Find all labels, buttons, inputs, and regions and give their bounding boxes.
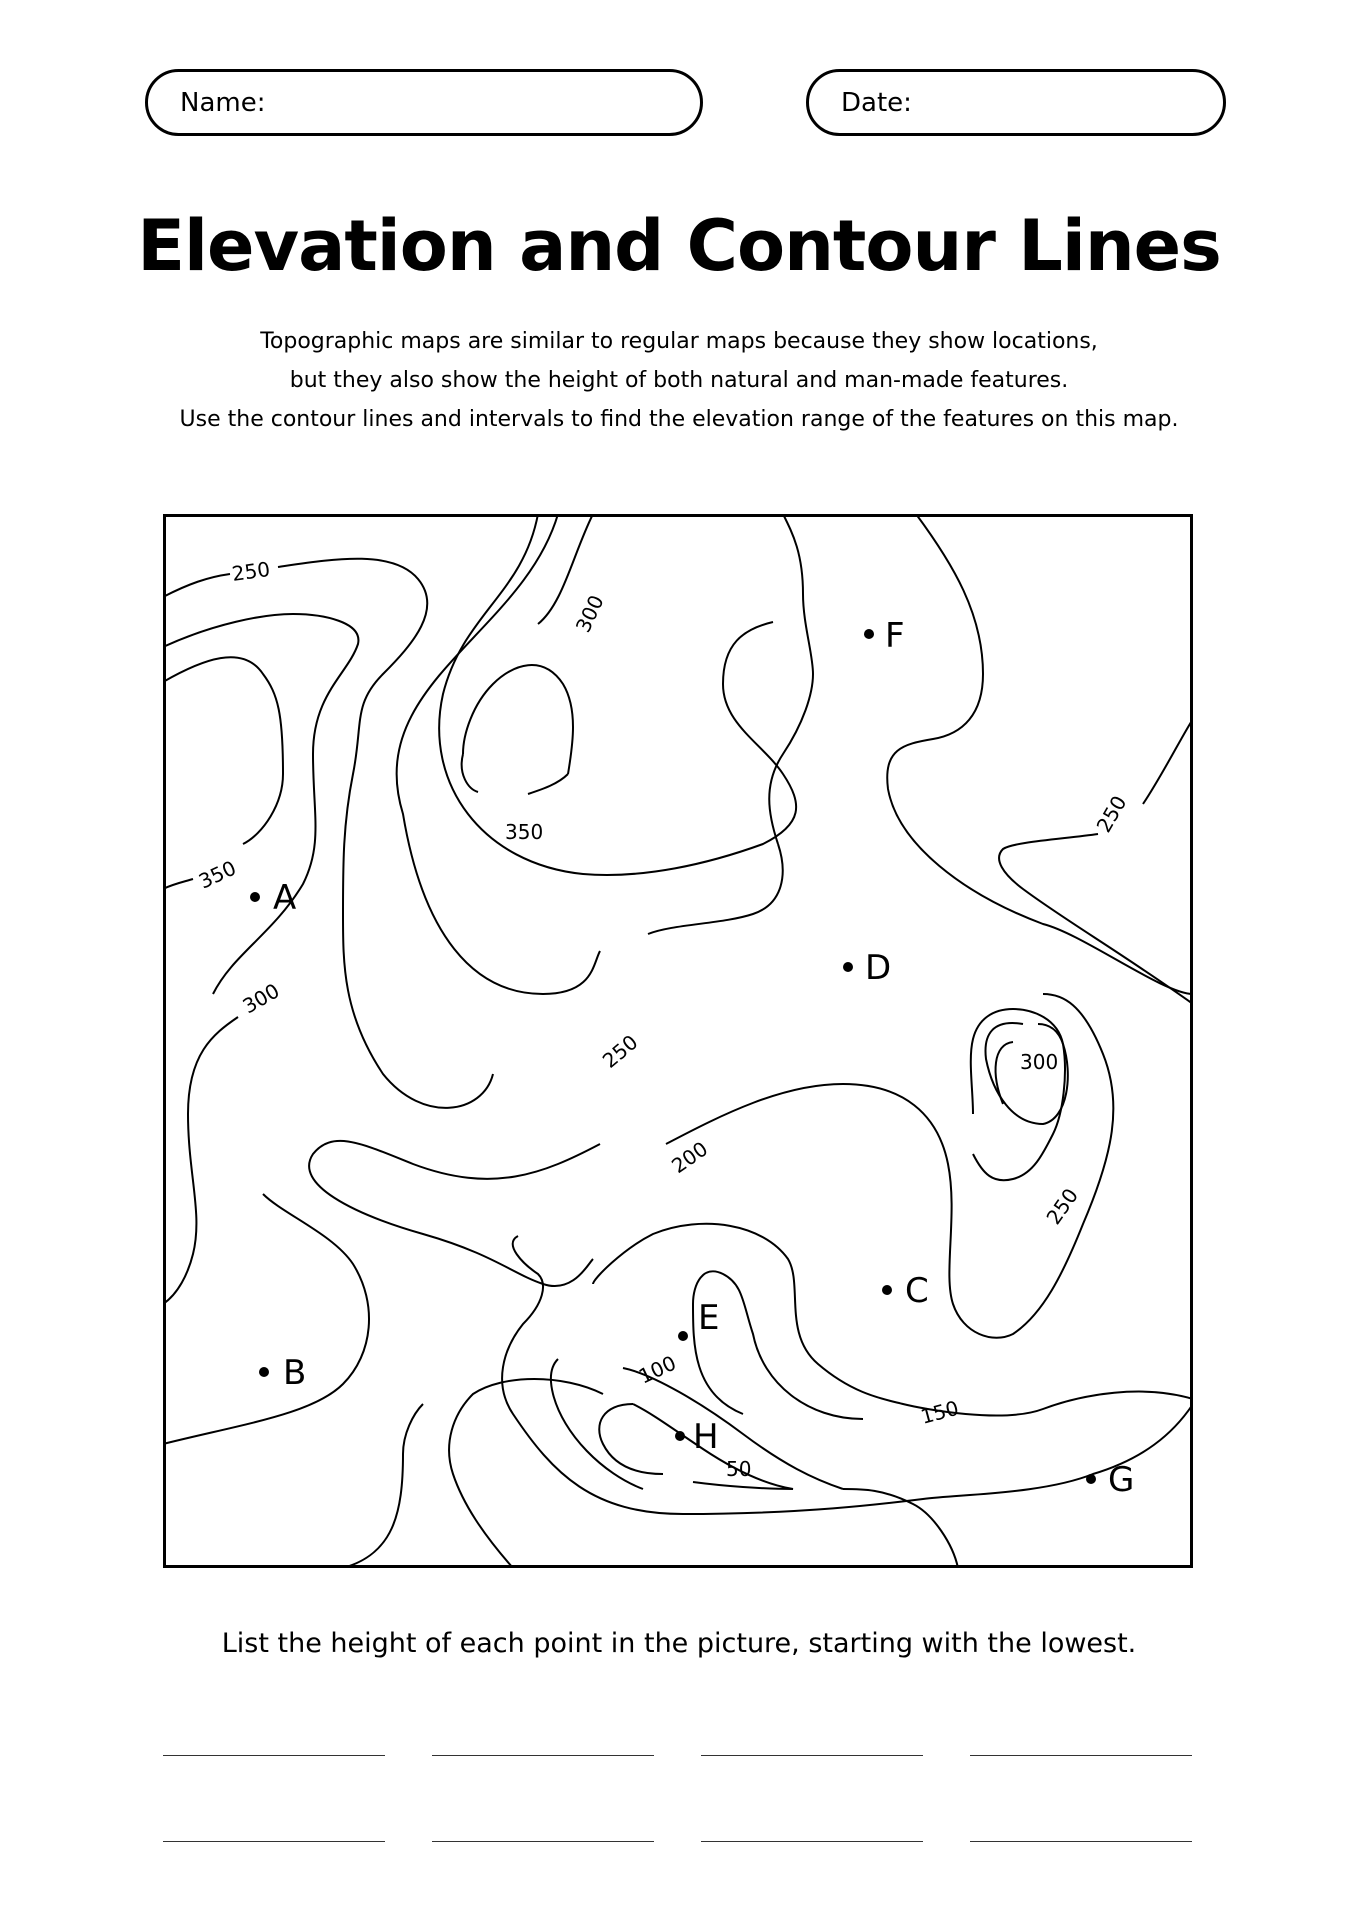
intro-line-1: Topographic maps are similar to regular maps because they show locations, xyxy=(260,329,1098,354)
intro-line-2: but they also show the height of both natural and man-made features. xyxy=(289,368,1069,393)
contour-label: 300 xyxy=(1020,1050,1059,1074)
contour-label: 300 xyxy=(238,978,284,1019)
contour-label: 350 xyxy=(194,855,240,894)
point-label: H xyxy=(693,1417,719,1457)
answer-blank[interactable] xyxy=(970,1841,1192,1842)
contour-line xyxy=(439,514,796,875)
point-label: D xyxy=(865,948,892,988)
contour-line xyxy=(502,1236,1193,1514)
contour-line xyxy=(343,1404,423,1568)
contour-line xyxy=(449,1379,603,1568)
contour-line xyxy=(599,1404,663,1474)
contour-line xyxy=(887,514,1193,994)
map-border xyxy=(165,516,1192,1567)
answer-blank[interactable] xyxy=(163,1755,385,1756)
contour-label: 250 xyxy=(1041,1183,1083,1229)
contour-line xyxy=(163,879,193,889)
point-label: F xyxy=(885,616,905,656)
contour-line xyxy=(1143,719,1193,804)
contour-label: 200 xyxy=(667,1136,713,1179)
contour-line xyxy=(278,559,493,1108)
topographic-map xyxy=(163,514,1193,1568)
contour-label: 100 xyxy=(634,1350,680,1389)
point-label: C xyxy=(905,1271,929,1311)
contour-label: 50 xyxy=(726,1457,752,1481)
answer-blank[interactable] xyxy=(163,1841,385,1842)
point-marker xyxy=(843,962,853,972)
contour-line xyxy=(769,514,813,844)
contour-label: 250 xyxy=(1091,791,1132,837)
date-field[interactable] xyxy=(806,69,1226,136)
answer-blank[interactable] xyxy=(701,1755,923,1756)
page-title: Elevation and Contour Lines xyxy=(137,205,1221,287)
contour-line xyxy=(971,1009,1065,1180)
answer-blank[interactable] xyxy=(701,1841,923,1842)
answer-blank[interactable] xyxy=(970,1755,1192,1756)
point-marker xyxy=(678,1331,688,1341)
point-label: E xyxy=(698,1298,720,1338)
contour-line xyxy=(648,844,783,934)
date-label: Date: xyxy=(841,87,912,118)
contour-label: 250 xyxy=(230,556,272,586)
contour-label: 250 xyxy=(597,1029,643,1073)
instruction-text: List the height of each point in the picture, starting with the lowest. xyxy=(221,1628,1137,1659)
contour-line xyxy=(463,665,573,774)
name-label: Name: xyxy=(180,87,266,118)
contour-line xyxy=(163,1017,238,1304)
answer-blank[interactable] xyxy=(432,1755,654,1756)
point-marker xyxy=(675,1431,685,1441)
contour-line xyxy=(163,657,283,844)
contour-line xyxy=(551,1359,643,1489)
contour-label: 300 xyxy=(570,591,609,637)
contour-line xyxy=(163,1194,369,1444)
contour-line xyxy=(163,574,230,597)
point-marker xyxy=(864,629,874,639)
intro-line-3: Use the contour lines and intervals to find the elevation range of the features on this map. xyxy=(179,407,1179,432)
contour-line xyxy=(462,754,478,792)
point-label: G xyxy=(1108,1460,1135,1500)
intro-text xyxy=(0,322,1358,439)
point-marker xyxy=(1086,1474,1096,1484)
contour-line xyxy=(693,1271,863,1419)
contour-line xyxy=(593,1224,1193,1416)
name-field[interactable] xyxy=(145,69,703,136)
contour-line xyxy=(397,514,600,994)
answer-blank[interactable] xyxy=(432,1841,654,1842)
point-marker xyxy=(250,892,260,902)
point-marker xyxy=(259,1367,269,1377)
contour-label: 150 xyxy=(918,1395,962,1429)
point-label: A xyxy=(273,878,297,918)
contour-line xyxy=(528,774,568,794)
contour-label: 350 xyxy=(505,820,544,844)
point-marker xyxy=(882,1285,892,1295)
point-label: B xyxy=(283,1353,307,1393)
